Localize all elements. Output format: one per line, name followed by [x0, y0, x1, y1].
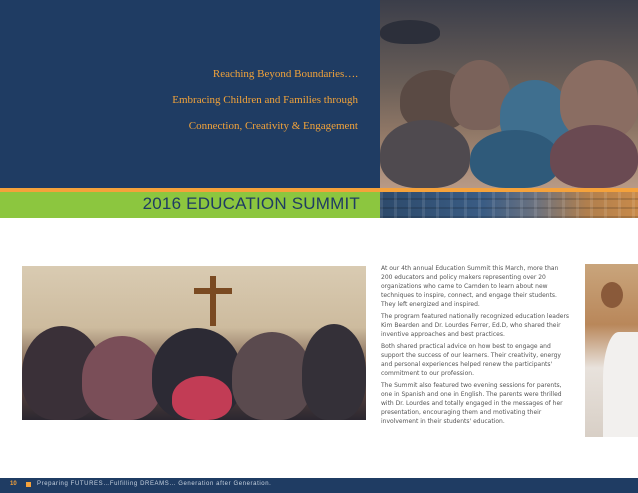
article-paragraph-3: Both shared practical advice on how best to engage and support the success of our learners. Their creativity, energy and personal experiences helped renew the participants' commitment to our profession. — [381, 343, 561, 377]
tagline-line-1: Reaching Beyond Boundaries…. — [212, 68, 358, 80]
plaid-pattern — [380, 192, 638, 218]
speaker-photo — [585, 264, 638, 437]
tagline-line-2: Embracing Children and Families through — [172, 94, 358, 106]
footer-square-icon — [26, 482, 31, 487]
section-title: 2016 EDUCATION SUMMIT — [142, 194, 360, 213]
title-bar — [0, 192, 380, 218]
article-body — [381, 264, 571, 429]
page-footer — [0, 478, 638, 493]
article-paragraph-4: The Summit also featured two evening sessions for parents, one in Spanish and one in English. The parents were thrilled with Dr. Lourdes and totally engaged in the messages of her presentation, encouraging them and motivating their involvement in their students' education. — [381, 382, 563, 425]
article-paragraph-1: At our 4th annual Education Summit this March, more than 200 educators and policy makers representing over 20 organizations who came to Camden to learn about new techniques to inspire, connect, and engage their students. They left energized and inspired. — [381, 265, 559, 308]
article-paragraph-2: The program featured nationally recognized education leaders Kim Bearden and Dr. Lourdes Ferrer, Ed.D, who shared their inventive approaches and best practices. — [381, 313, 570, 338]
header-banner — [0, 0, 380, 188]
group-photo — [22, 266, 366, 420]
tagline-line-3: Connection, Creativity & Engagement — [188, 120, 358, 132]
wall-cross — [210, 276, 216, 326]
page-number: 10 — [10, 481, 17, 487]
summit-audience-photo — [380, 0, 638, 188]
footer-slogan: Preparing FUTURES…Fulfilling DREAMS… Generation after Generation. — [37, 481, 272, 487]
